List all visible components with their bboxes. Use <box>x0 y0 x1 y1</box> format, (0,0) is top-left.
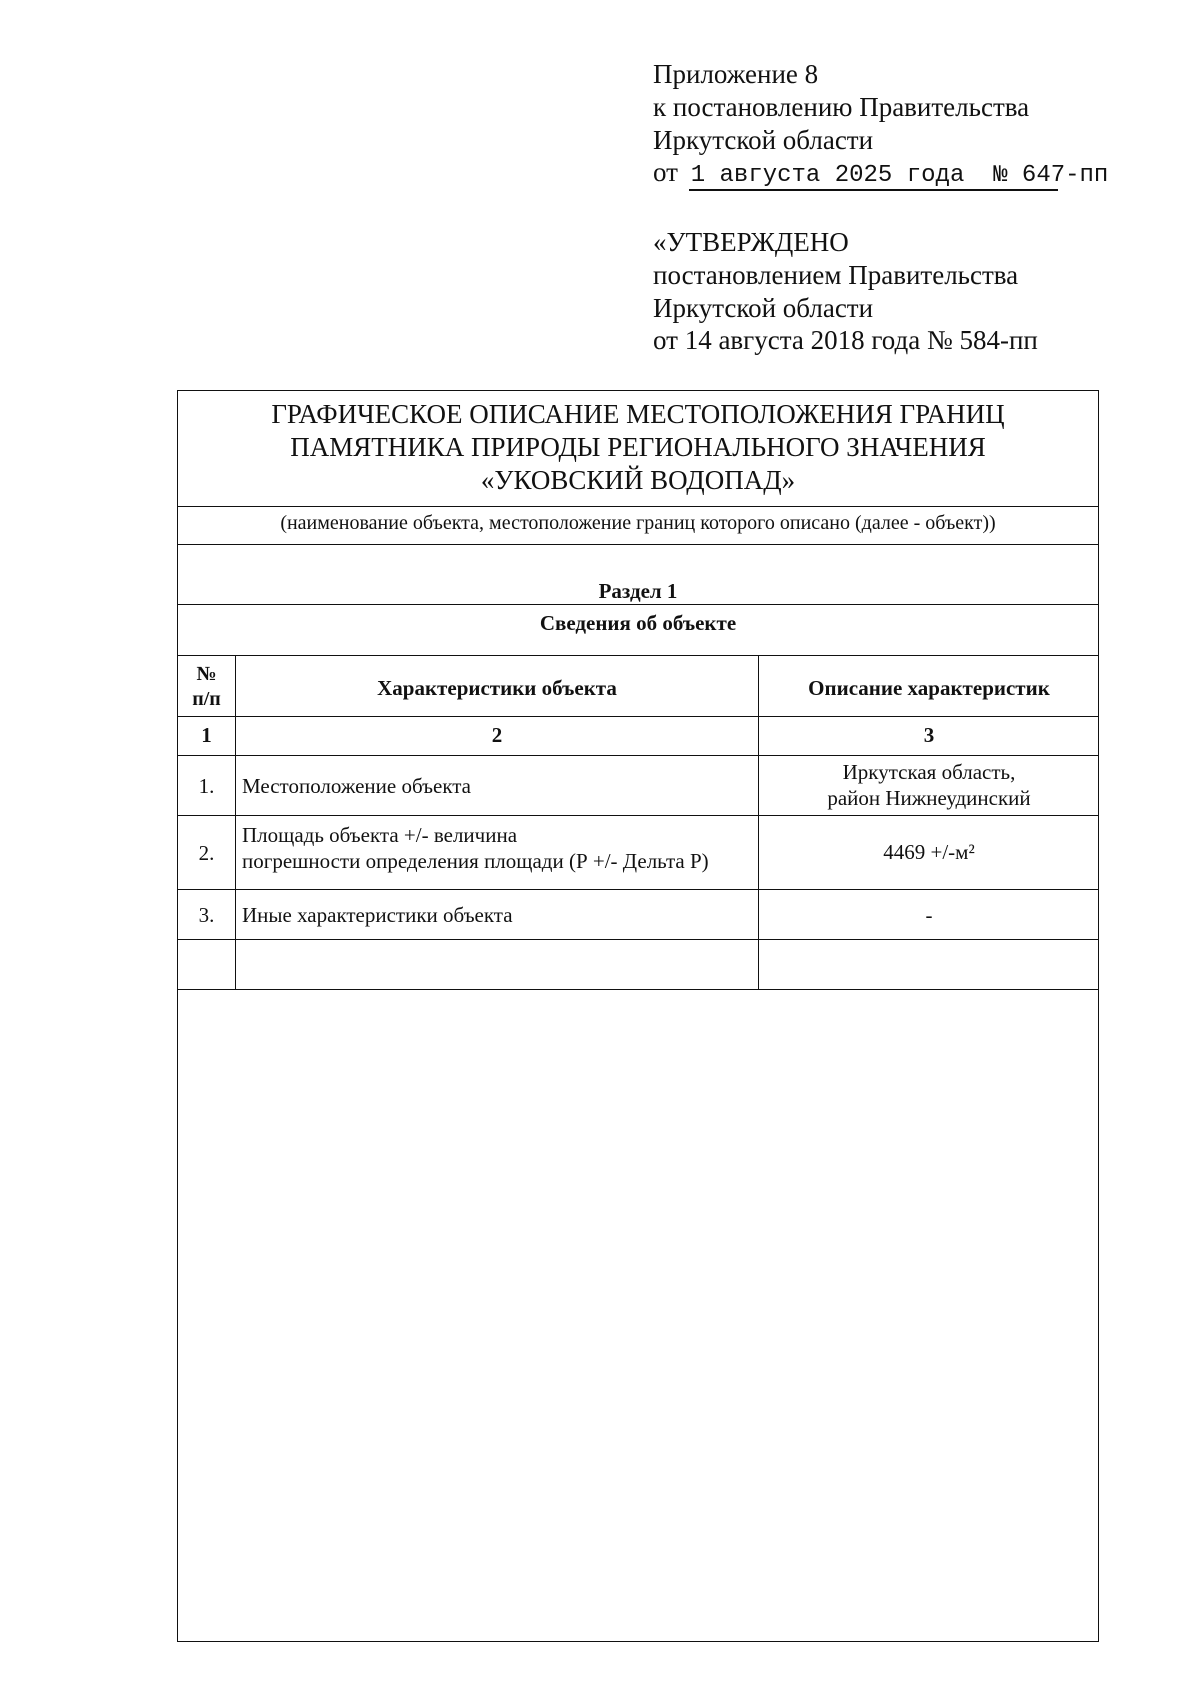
region-label: Иркутской области <box>653 125 874 155</box>
row-value-line-1: Иркутская область, <box>842 760 1016 784</box>
table-header-description: Описание характеристик <box>808 676 1050 700</box>
row-characteristic: Местоположение объекта <box>242 774 472 798</box>
row-value: 4469 +/-м² <box>883 840 975 864</box>
row-number: 2. <box>198 841 215 865</box>
title-line-1: ГРАФИЧЕСКОЕ ОПИСАНИЕ МЕСТОПОЛОЖЕНИЯ ГРАНИЦ <box>271 399 1005 429</box>
column-number: 1 <box>201 723 212 747</box>
table-row-divider <box>177 989 1099 990</box>
section-name: Сведения об объекте <box>539 611 737 635</box>
resolution-date: 1 августа 2025 года <box>690 162 965 189</box>
approved-label: «УТВЕРЖДЕНО <box>653 227 849 257</box>
table-header-number <box>178 662 235 712</box>
approved-date-number: от 14 августа 2018 года № 584-пп <box>653 325 1038 355</box>
document-title <box>177 398 1099 497</box>
header-number-sign: № <box>196 663 217 685</box>
row-value <box>759 759 1099 811</box>
title-line-2: ПАМЯТНИКА ПРИРОДЫ РЕГИОНАЛЬНОГО ЗНАЧЕНИЯ <box>290 432 986 462</box>
title-line-3: «УКОВСКИЙ ВОДОПАД» <box>480 465 796 495</box>
table-header-characteristics: Характеристики объекта <box>377 676 617 700</box>
date-line <box>653 156 1108 192</box>
graphic-area <box>178 991 1098 1641</box>
row-value: - <box>925 903 933 927</box>
row-characteristic-line-2: погрешности определения площади (Р +/- Дельта Р) <box>242 849 709 873</box>
resolution-number: № 647-пп <box>993 162 1109 189</box>
table-row-divider <box>177 755 1099 756</box>
empty-table-row <box>178 940 1098 988</box>
row-number: 3. <box>198 903 215 927</box>
table-column-divider <box>758 655 759 989</box>
row-number: 1. <box>198 774 215 798</box>
row-characteristic: Иные характеристики объекта <box>242 903 513 927</box>
divider <box>177 544 1099 545</box>
to-resolution-label: к постановлению Правительства <box>653 92 1030 122</box>
divider <box>177 506 1099 507</box>
table-row-divider <box>177 889 1099 890</box>
column-number: 3 <box>923 723 935 747</box>
appendix-label: Приложение 8 <box>653 59 819 89</box>
row-characteristic <box>242 822 754 874</box>
date-prefix: от <box>653 157 678 187</box>
section-label: Раздел 1 <box>598 579 678 603</box>
date-underline <box>689 189 1058 191</box>
divider <box>177 655 1099 656</box>
row-value-line-2: район Нижнеудинский <box>827 786 1031 810</box>
row-characteristic-line-1: Площадь объекта +/- величина <box>242 823 518 847</box>
approved-region-label: Иркутской области <box>653 293 874 323</box>
table-column-divider <box>235 655 236 989</box>
column-number: 2 <box>491 723 503 747</box>
divider <box>177 604 1099 605</box>
table-row-divider <box>177 815 1099 816</box>
header-number-abbr: п/п <box>192 688 221 710</box>
table-row-divider <box>177 716 1099 717</box>
title-subtitle: (наименование объекта, местоположение границ которого описано (далее - объект)) <box>280 512 996 534</box>
approved-by-label: постановлением Правительства <box>653 260 1019 290</box>
